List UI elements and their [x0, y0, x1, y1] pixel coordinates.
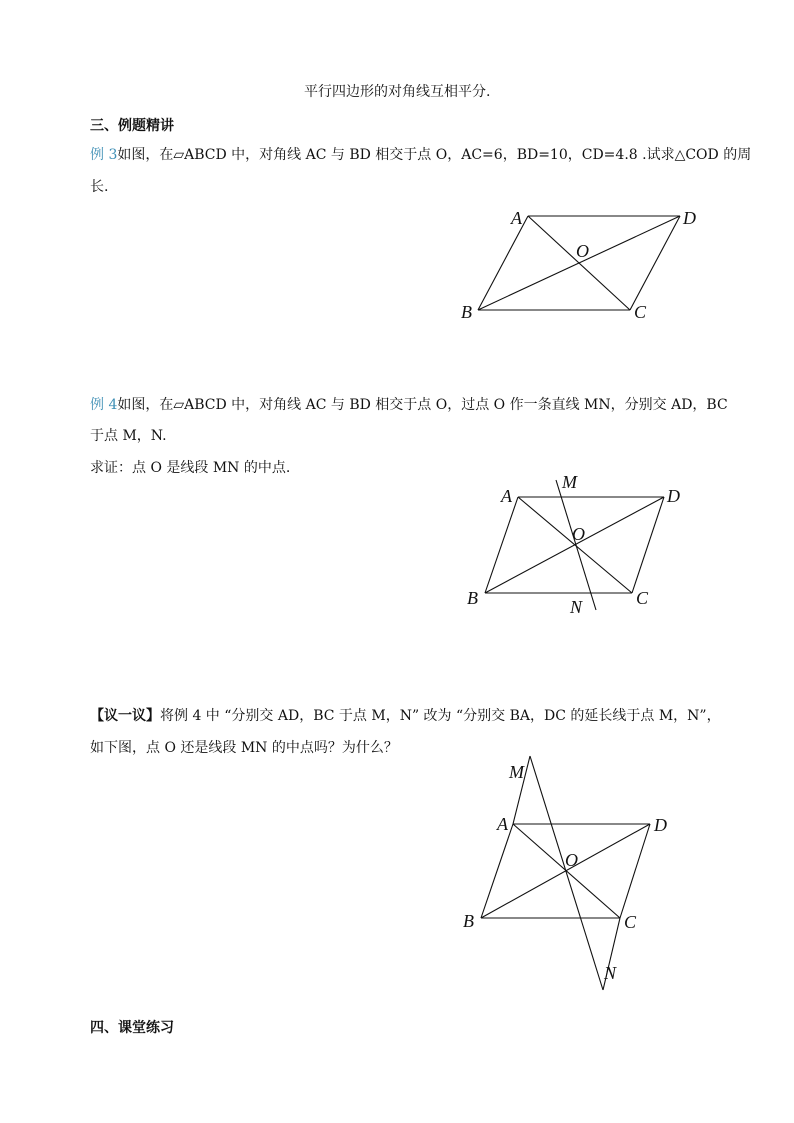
- header-line: 平行四边形的对角线互相平分.: [304, 84, 491, 100]
- example-4-line-3: 求证：点 O 是线段 MN 的中点.: [90, 460, 291, 476]
- fig3-label-m: M: [509, 762, 524, 782]
- fig3-label-n: N: [604, 963, 617, 983]
- fig1-side-ab: [478, 216, 528, 310]
- fig2-label-a: A: [501, 486, 512, 506]
- fig3-label-d: D: [654, 815, 667, 835]
- fig2-label-c: C: [636, 588, 649, 608]
- example-3-label: 例 3: [90, 147, 118, 163]
- fig1-side-dc: [630, 216, 680, 310]
- fig2-label-o: O: [572, 524, 585, 544]
- fig2-label-d: D: [667, 486, 680, 506]
- fig1-label-b: B: [461, 302, 472, 322]
- fig1-diagonal-bd: [478, 216, 680, 310]
- fig2-label-b: B: [467, 588, 478, 608]
- fig3-label-b: B: [463, 911, 474, 931]
- figure-1-parallelogram: [461, 208, 696, 322]
- fig2-label-m: M: [562, 472, 577, 492]
- example-3-line-2: 长.: [90, 179, 109, 195]
- example-4-label: 例 4: [90, 397, 118, 413]
- section-4-title: 四、课堂练习: [90, 1020, 174, 1036]
- discuss-label: 【议一议】: [90, 708, 160, 724]
- fig3-label-o: O: [565, 850, 578, 870]
- figure-3-parallelogram: [463, 756, 667, 990]
- example-4-line-2: 于点 M，N.: [90, 428, 167, 444]
- fig3-label-a: A: [497, 814, 508, 834]
- fig2-line-mn: [556, 480, 596, 610]
- fig1-label-c: C: [634, 302, 647, 322]
- fig1-label-o: O: [576, 241, 589, 261]
- fig2-side-ab: [485, 497, 518, 593]
- section-3-title: 三、例题精讲: [90, 118, 174, 134]
- example-3-text-1: 如图，在▱ABCD 中，对角线 AC 与 BD 相交于点 O，AC=6，BD=10，CD=4.8 .试求△COD 的周: [117, 147, 752, 163]
- fig3-label-c: C: [624, 912, 637, 932]
- fig1-label-d: D: [683, 208, 696, 228]
- discuss-line-2: 如下图，点 O 还是线段 MN 的中点吗？为什么？: [90, 740, 398, 756]
- discuss-text-1: 将例 4 中 “分别交 AD，BC 于点 M，N” 改为 “分别交 BA，DC 的延长线于点 M，N”，: [160, 708, 721, 724]
- example-4-text-1: 如图，在▱ABCD 中，对角线 AC 与 BD 相交于点 O，过点 O 作一条直线 MN，分别交 AD，BC: [117, 397, 728, 413]
- figure-2-parallelogram: [467, 472, 680, 617]
- fig3-side-ab: [481, 824, 513, 918]
- fig3-line-mn: [530, 756, 603, 990]
- fig1-label-a: A: [511, 208, 522, 228]
- fig2-label-n: N: [570, 597, 583, 617]
